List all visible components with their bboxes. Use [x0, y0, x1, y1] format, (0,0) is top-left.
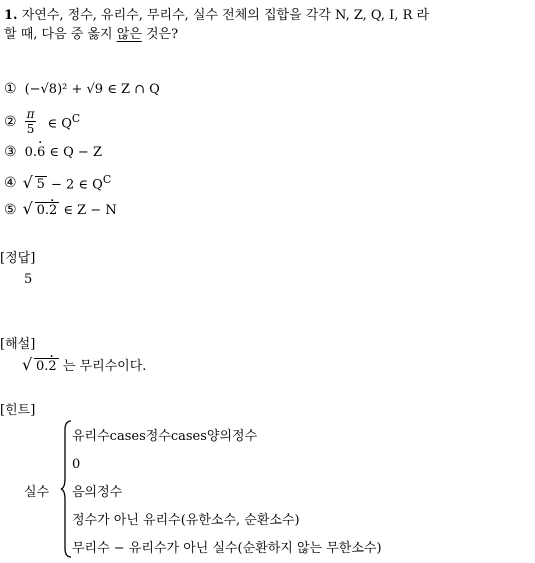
decimal-prefix: 0.: [36, 203, 49, 218]
question-number: 1.: [4, 8, 18, 23]
question-text-1: 자연수, 정수, 유리수, 무리수, 실수 전체의 집합을 각각 N, Z, Q, I, R 라: [21, 8, 430, 23]
explanation-label: [해설]: [0, 337, 36, 352]
hint-line-negative: 음의정수: [72, 485, 123, 500]
fraction-denominator: 5: [26, 122, 35, 136]
option-marker: ②: [4, 113, 17, 130]
option-5[interactable]: [4, 202, 117, 218]
hint-line-irrational: 무리수 − 유리수가 아닌 실수(순환하지 않는 무한소수): [72, 541, 382, 556]
option-text: [47, 112, 80, 131]
real-number-label: 실수: [24, 485, 50, 500]
option-marker: ④: [4, 174, 17, 191]
hint-line-rational: [72, 423, 382, 451]
option-expression: ∈ Z − N: [59, 203, 117, 218]
decimal-prefix: 0.: [36, 359, 49, 374]
option-marker: ①: [4, 81, 17, 97]
complement-superscript: C: [102, 173, 112, 186]
question-line-1: [4, 4, 429, 23]
option-expression: ∈ Q − Z: [45, 144, 102, 160]
fraction-numerator: π: [26, 107, 35, 121]
repeating-digit: 2 ·: [48, 359, 56, 374]
hint-brace-lines: [72, 423, 382, 563]
left-curly-brace: [60, 420, 72, 558]
sqrt-symbol: [24, 358, 59, 374]
option-expression: − 2 ∈ Q: [46, 177, 103, 193]
option-text: [25, 202, 117, 218]
hint-label: [힌트]: [0, 403, 36, 418]
decimal-prefix: 0.: [24, 144, 37, 160]
radicand: 5: [36, 177, 45, 193]
option-1[interactable]: [4, 81, 160, 97]
pi-over-5-fraction: [25, 107, 37, 136]
repeating-digit: 6 ·: [37, 145, 45, 160]
option-text: [25, 145, 102, 160]
radicand: [35, 202, 60, 218]
repeating-digit: 2 ·: [49, 203, 57, 218]
option-3[interactable]: [4, 144, 102, 160]
sqrt-symbol: [25, 202, 60, 218]
hint-line-zero: 0: [72, 457, 81, 472]
option-marker: ⑤: [4, 202, 17, 218]
question-text-2a: 할 때, 다음 중 옳지: [4, 27, 117, 42]
question-text-underlined: 않은: [116, 27, 142, 42]
question-line-2: [4, 23, 178, 42]
radicand: [34, 358, 59, 374]
question-text-2b: 것은?: [141, 27, 179, 42]
explanation-text: [24, 355, 146, 374]
hint-line-non-integer-rational: 정수가 아닌 유리수(유한소수, 순환소수): [72, 513, 300, 528]
option-text: (−√8)² + √9 ∈ Z ∩ Q: [24, 81, 160, 97]
sqrt-symbol: [25, 176, 47, 192]
option-2[interactable]: [4, 107, 80, 136]
answer-value: 5: [24, 272, 33, 287]
option-text: [25, 173, 112, 192]
explanation-body: 는 무리수이다.: [58, 359, 147, 374]
option-expression: ∈ Q: [47, 116, 72, 132]
answer-label: [정답]: [0, 251, 36, 266]
option-4[interactable]: [4, 173, 111, 192]
hint-line-rational-text: 유리수cases정수cases양의정수: [72, 429, 258, 444]
option-marker: ③: [4, 144, 17, 160]
complement-superscript: C: [71, 111, 81, 125]
